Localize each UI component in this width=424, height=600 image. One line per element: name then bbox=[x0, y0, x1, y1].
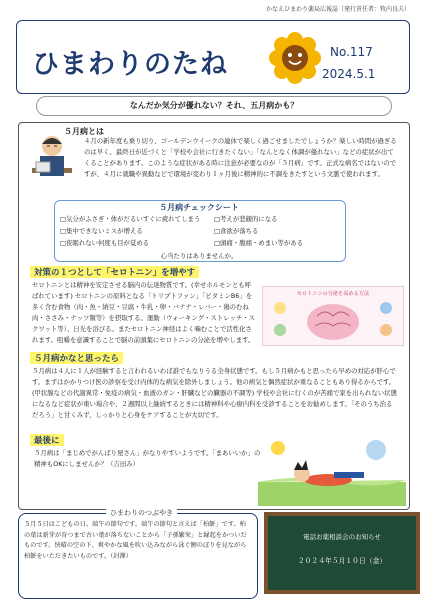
tsubuyaki-text: ５月５日はこどもの日。端午の節句です。端午の節句と言えば「柏餅」です。柏の葉は新芽が育つまで古い葉が落ちないことから「子孫繁栄」と縁起をかついだものです。快晴の空の下、爽やかな風を吹い込みながら泳ぐ鯉のぼりを見ながら柏餅をいただきたいものです。（封澤） bbox=[24, 521, 247, 560]
issue-number: No.117 bbox=[330, 45, 373, 59]
checklist-item: □集中できないミスが増える bbox=[60, 227, 143, 235]
section-text-if-you-think: ５月病は４人に１人が経験すると言われるいわば誰でもなりうる全身状態です。もし５月病かもと思ったら早めの対応が肝心です。まずはかかりつけ医の診察を受け内体的な病気を除外しましょう。他の病気と偶然症状が重なることもあり得るからです。(甲状腺などの代謝異常・免疫の病気・血液のガン・肝臓などの臓器の不調等) 学校や会社に行くのが苦痛で家を出られない状態になるなど症状が重い場合や、２週間以上継続するときには精神科や心療内科を受診することをお勧めします。「そのうち治るだろう」と甘くみず、しっかりと心身をケアすることが大切です。 bbox=[32, 367, 397, 419]
checklist-title: ５月病チェックシート bbox=[159, 203, 239, 212]
section-title-last: 最後に bbox=[30, 434, 64, 446]
checklist-item: □食欲が落ちる bbox=[214, 227, 259, 235]
section-text-last: ５月病は「まじめでがんばり屋さん」がなりやすいようです。「まあいいか」の精神もOKにしませんか？（吉田み） bbox=[34, 449, 261, 468]
newsletter-title: ひまわりのたね bbox=[32, 49, 228, 80]
section-title-what-is: ５月病とは bbox=[64, 127, 104, 136]
checklist-item: □考えが悲観的になる bbox=[214, 215, 278, 223]
section-title-if-you-think: ５月病かなと思ったら bbox=[30, 352, 123, 364]
section-text-what-is: ４月の新年度も乗り切り、ゴールデンウイークの連休で楽しく過ごせましたでしょうか？楽しい時間が過ぎるのは早く、最終日が近づくと「学校や会社に行きたくない」「なんとなく体調が優れない」などの症状が出てくることがあります。このような症状がある時に注意が必要なのが「５月病」です。正式な病名ではないのですが、４月に就職や異動などで環境が変わり１ヶ月後に精神的に不調をきたすという文脈で使われます。 bbox=[84, 137, 397, 178]
tired-person-illustration bbox=[28, 128, 76, 194]
sleeping-kid-illustration bbox=[258, 430, 406, 506]
tsubuyaki-title: ひまわりのつぶやき bbox=[106, 508, 177, 518]
chalkboard-date: ２０２４年５月１０日（金） bbox=[297, 557, 387, 565]
headline: なんだか気分が優れない？それ、五月病かも？ bbox=[36, 96, 392, 116]
issue-date: 2024.5.1 bbox=[322, 67, 376, 81]
checklist-footer: 心当たりはありませんか。 bbox=[160, 252, 238, 260]
chalkboard bbox=[264, 512, 420, 594]
section-title-serotonin: 対策の１つとして「セロトニン」を増やす bbox=[30, 266, 199, 278]
publisher-line: かなえひまわり薬局広報誌（発行責任者：牧内良夫） bbox=[265, 6, 410, 13]
checklist-item: □夜眠れない何度も目が覚める bbox=[60, 239, 150, 247]
brain-diagram bbox=[262, 286, 404, 346]
brain-diagram-title: セロトニンの分泌を高める方法 bbox=[296, 291, 370, 297]
chalkboard-title: 電話お薬相談会のお知らせ bbox=[303, 533, 381, 541]
sunflower-icon bbox=[268, 31, 322, 85]
section-text-serotonin: セロトニンとは精神を安定させる脳内の伝達物質です。(幸せホルモンとも呼ばれています) セロトニンの原料となる「トリプトファン」「ビタミンB6」を多く含む食物（肉・魚・納豆・豆腐・牛乳・卵・バナナ・レバー・鶏のむね肉・ささみ・ナッツ類等）を摂取する。運動（ウォーキング・ストレッチ・スクワット等）、日光を浴びる。またセロトニン神経はよく噛むことで活性化されます。咀嚼を意識することで脳の前頭葉にセロトニンの分泌を増やします。 bbox=[32, 281, 256, 344]
checklist-item: □気分がふさぎ・体がだるいすぐに疲れてしまう bbox=[60, 215, 201, 223]
checklist-item: □頭痛・腹痛・めまい等がある bbox=[214, 239, 304, 247]
